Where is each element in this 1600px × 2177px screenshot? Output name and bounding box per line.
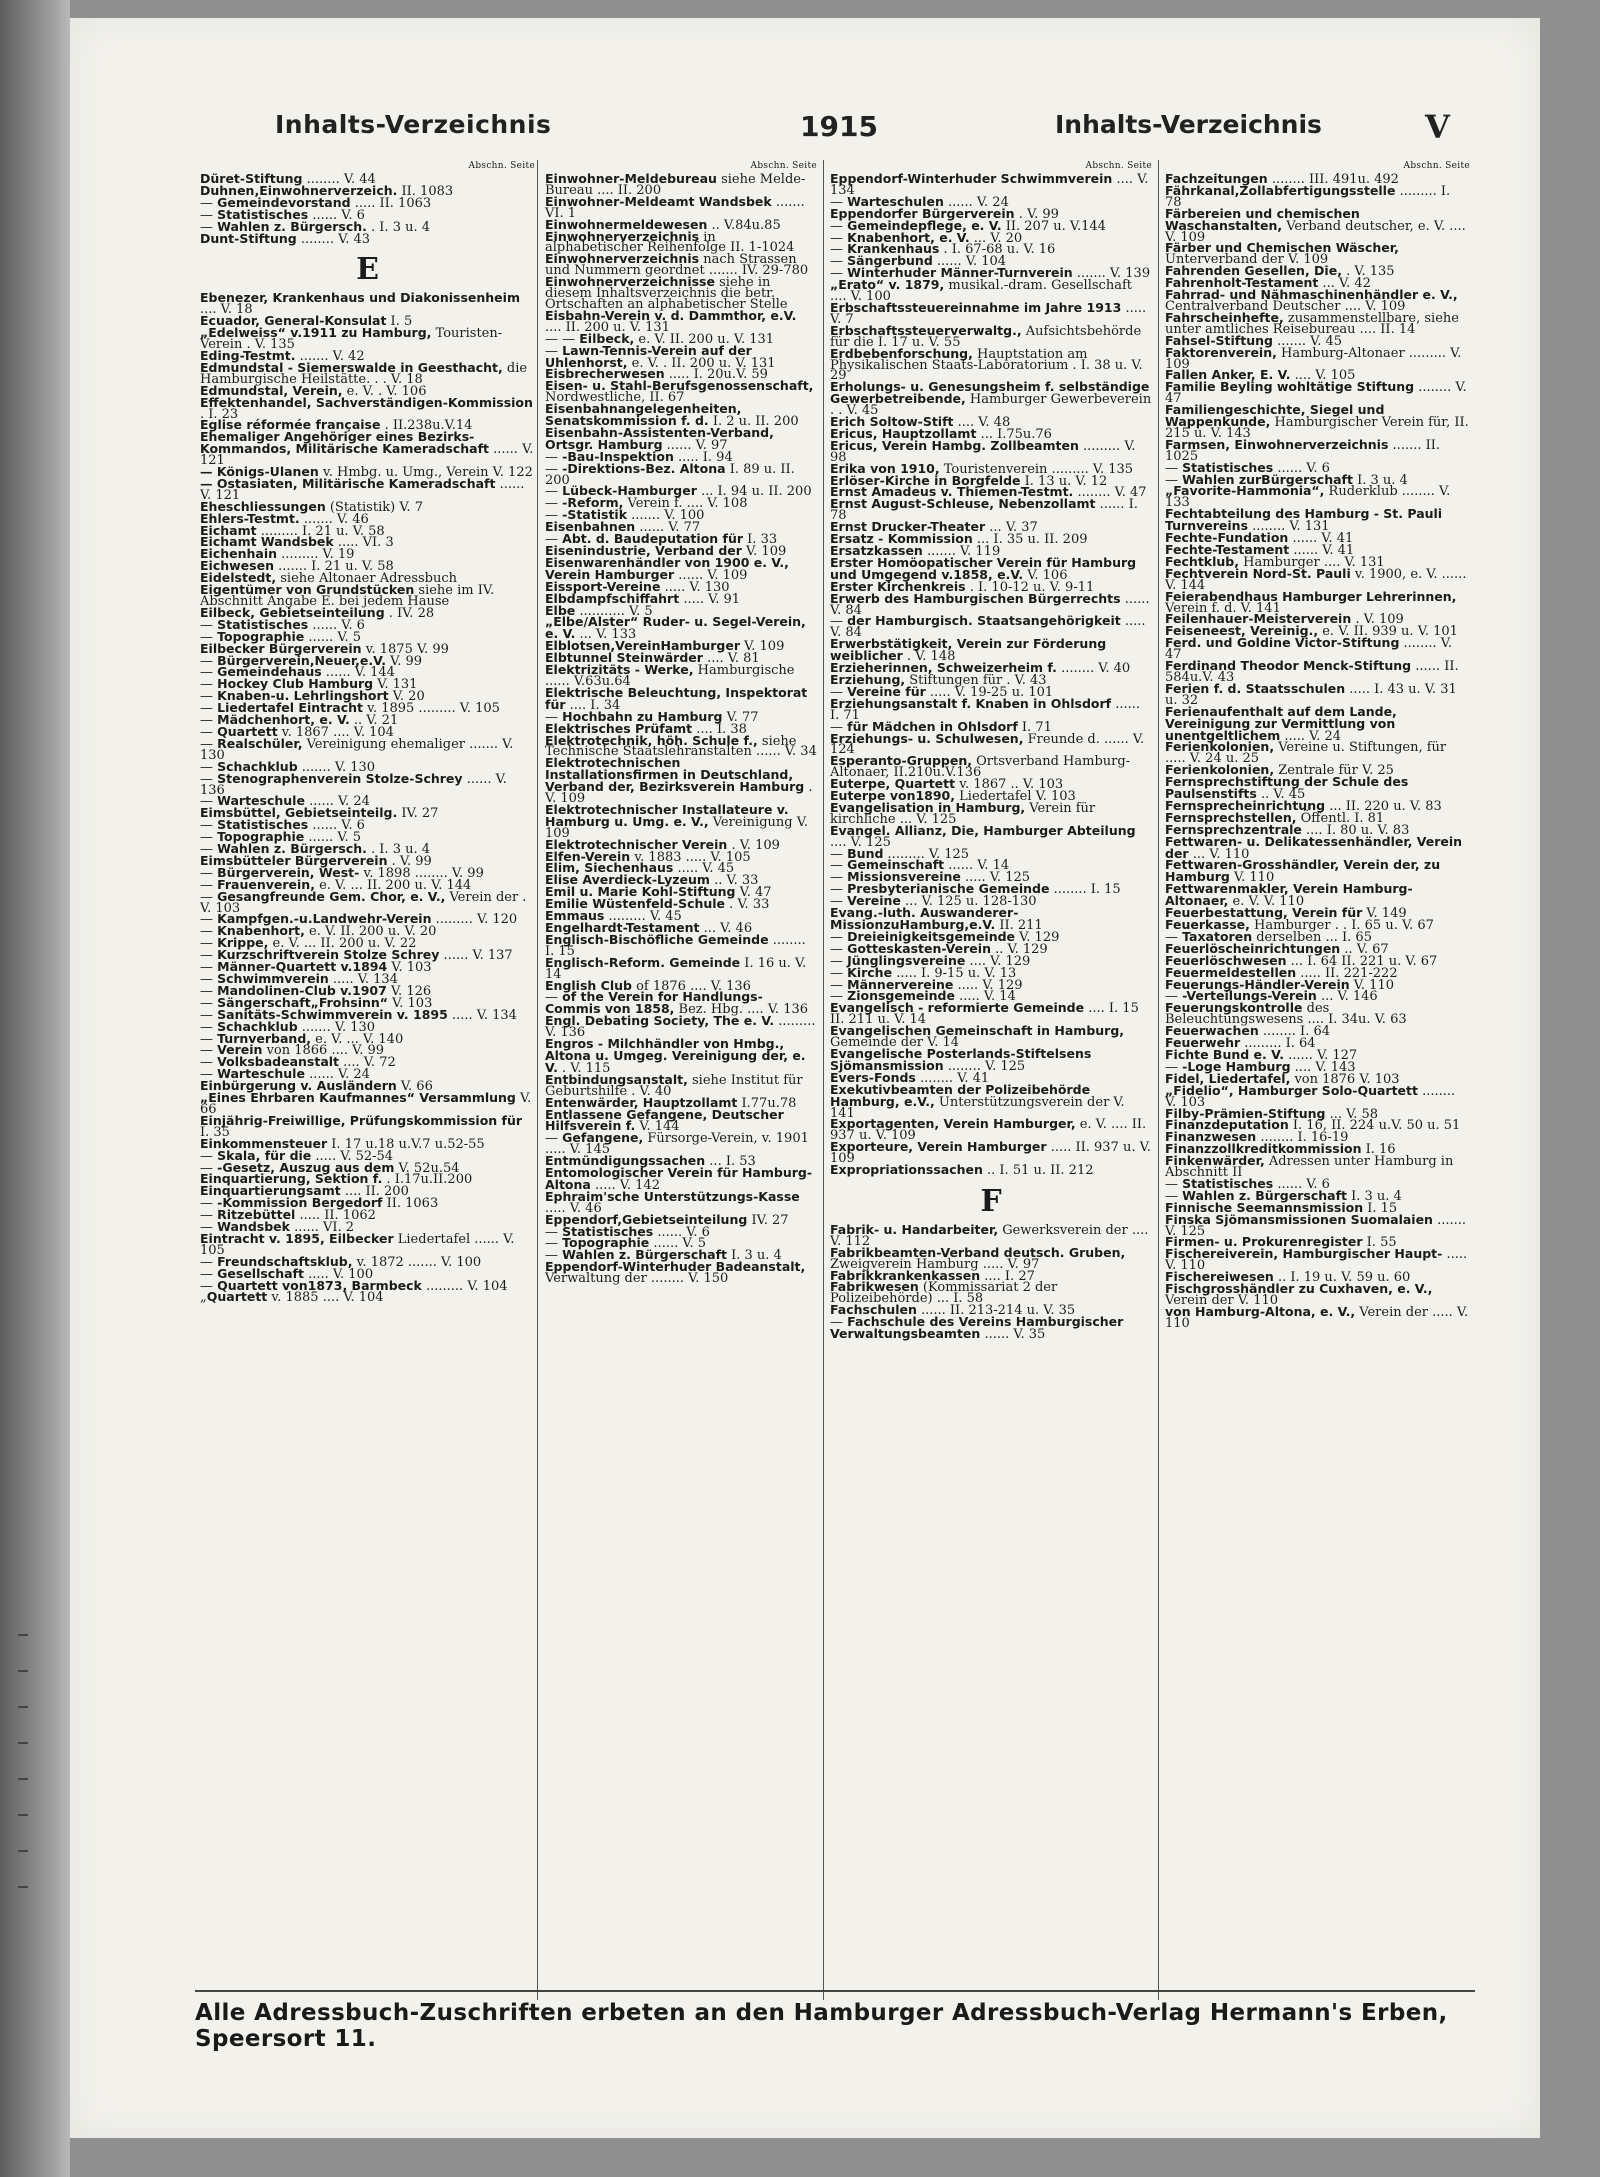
column-head: Abschn. Seite [1085,161,1152,171]
index-entry: Entlassene Gefangene, Deutscher Hilfsverein f. V. 144 [545,1106,784,1135]
index-entry: Einkommensteuer I. 17 u.18 u.V.7 u.52-55 [200,1135,485,1152]
index-entry: Euterpe, Quartett v. 1867 .. V. 103 [830,776,1064,793]
index-entry: Einwohnerverzeichnis in alphabetischer Reihenfolge II. 1-1024 [545,228,795,256]
index-column-1 [200,160,535,1995]
index-entry: Ferienaufenthalt auf dem Lande, Vereinigung zur Vermittlung von unentgeltlichem ..... V. 24 [1165,703,1397,744]
index-entry: Elektrizitäts - Werke, Hamburgische ...... V.63u.64 [545,662,795,689]
index-entry: Fernsprecheinrichtung ... II. 220 u. V. 83 [1165,797,1442,814]
index-entry: Einwohnerverzeichnisse siehe in diesem Inhaltsverzeichnis die betr. Ortschaften an alphabetischer Stelle [545,274,788,312]
index-entry: Fahrenden Gesellen, Die, . V. 135 [1165,263,1395,280]
index-entry: Entmündigungssachen ... I. 53 [545,1153,756,1170]
index-entry: Ernst Drucker-Theater ... V. 37 [830,519,1038,536]
index-entry: Feiseneest, Vereinig., e. V. II. 939 u. V. 101 [1165,623,1458,640]
index-entry: Edmundstal - Siemerswalde in Geesthacht, die Hamburgische Heilstätte. . . V. 18 [200,359,528,387]
index-entry: Elektrische Beleuchtung, Inspektorat für .... I. 34 [545,684,808,713]
index-entry: Ernst August-Schleuse, Nebenzollamt ...... I. 78 [830,496,1138,524]
index-entry: — Gotteskasten-Verein .. V. 129 [830,940,1048,957]
page-footer: Alle Adressbuch-Zuschriften erbeten an den Hamburger Adressbuch-Verlag Hermann's Erben, Speersort 11. [195,2000,1448,2052]
index-entry: — Wandsbek ...... VI. 2 [200,1219,355,1236]
index-entry: Fernsprechzentrale .... I. 80 u. V. 83 [1165,821,1410,838]
index-entry: Evangelischen Gemeinschaft in Hamburg, Gemeinde der V. 14 [830,1023,1125,1051]
index-entry: — Schachklub ....... V. 130 [200,1018,376,1035]
page-header [275,110,1455,150]
index-entry: — Hochbahn zu Hamburg V. 77 [545,708,759,725]
index-entry: Erwerbstätigkeit, Verein zur Förderung weiblicher . V. 148 [830,636,1107,665]
index-entry: Eichwesen ....... I. 21 u. V. 58 [200,558,394,575]
index-entry: — Liedertafel Eintracht v. 1895 ......... V. 105 [200,700,500,717]
index-entry: — Fachschule des Vereins Hamburgischer Verwaltungsbeamten ...... V. 35 [830,1314,1124,1343]
index-column-3 [830,160,1152,1995]
index-entry: — Gesellschaft ..... V. 100 [200,1265,374,1282]
column-divider [823,160,824,2000]
index-entry: Fechtverein Nord-St. Pauli v. 1900, e. V. ...... V. 144 [1165,565,1467,593]
index-entry: — Realschüler, Vereinigung ehemaliger ....... V. 130 [200,735,514,763]
index-entry: — Stenographenverein Stolze-Schrey ...... V. 136 [200,770,507,798]
index-entry: — der Hamburgisch. Staatsangehörigkeit ..... V. 84 [830,613,1146,641]
index-entry: Fabrik- u. Handarbeiter, Gewerksverein der .... V. 112 [830,1221,1149,1249]
index-entry: Fettwarenmakler, Verein Hamburg-Altonaer, e. V. V. 110 [1165,881,1413,910]
index-entry: Einjährig-Freiwillige, Prüfungskommission für I. 35 [200,1112,523,1140]
index-entry: Fernsprechstiftung der Schule des Paulsenstifts .. V. 45 [1165,774,1409,803]
index-entry: Englisch-Reform. Gemeinde I. 16 u. V. 14 [545,954,807,982]
index-entry: Elektrisches Prüfamt .... I. 38 [545,720,747,737]
index-entry: Erziehungsanstalt f. Knaben in Ohlsdorf ...... I. 71 [830,695,1141,723]
index-entry: Evangel. Allianz, Die, Hamburger Abteilung .... V. 125 [830,822,1136,850]
index-entry: Emilie Wüstenfeld-Schule . V. 33 [545,896,770,913]
index-entry: — — Eilbeck, e. V. II. 200 u. V. 131 [545,330,775,347]
index-entry: — Krippe, e. V. ... II. 200 u. V. 22 [200,935,417,952]
index-entry: — Wahlen z. Bürgersch. . I. 3 u. 4 [200,841,430,858]
index-entry: Ferdinand Theodor Menck-Stiftung ...... II. 584u.V. 43 [1165,658,1459,685]
index-entry: — Kirche ..... I. 9-15 u. V. 13 [830,964,1017,981]
index-entry: Eding-Testmt. ....... V. 42 [200,347,365,364]
index-entry: Fechte-Fundation ...... V. 41 [1165,530,1354,547]
index-entry: Fabrikwesen (Kommissariat 2 der Polizeibehörde) ... I. 58 [830,1279,1058,1307]
index-entry: — -Verteilungs-Verein ... V. 146 [1165,988,1378,1005]
column-head: Abschn. Seite [1403,161,1470,171]
index-entry: — Quartett v. 1867 .... V. 104 [200,723,394,740]
index-entry: Fechtabteilung des Hamburg - St. Pauli Turnvereins ........ V. 131 [1165,506,1443,535]
index-entry: Fahsel-Stiftung ....... V. 45 [1165,332,1343,349]
index-entry: Eichamt Wandsbek ..... VI. 3 [200,534,394,551]
index-entry: Düret-Stiftung ........ V. 44 [200,171,376,187]
index-entry: — Presbyterianische Gemeinde ........ I. 15 [830,881,1121,898]
index-entry: Elektrotechnischen Installationsfirmen in Deutschland, Verband der, Bezirksverein Hamburg . V. 109 [545,755,813,807]
index-entry: Feuerwehr ......... I. 64 [1165,1035,1316,1052]
index-entry: „Quartett v. 1885 .... V. 104 [200,1289,384,1306]
index-entry: Feuerbestattung, Verein für V. 149 [1165,905,1407,922]
index-entry: — -Reform, Verein f. .... V. 108 [545,495,748,512]
index-entry: Elbe ........... V. 5 [545,602,653,619]
index-entry: Filby-Prämien-Stiftung ... V. 58 [1165,1105,1379,1122]
index-entry: Eisenwarenhändler von 1900 e. V., Verein Hamburger ...... V. 109 [545,554,789,583]
index-entry: Familie Beyling wohltätige Stiftung ........ V. 47 [1165,379,1467,407]
index-entry: Eheschliessungen (Statistik) V. 7 [200,498,423,515]
section-letter: E [356,252,379,288]
index-entry: — Sanitäts-Schwimmverein v. 1895 ..... V. 134 [200,1006,517,1023]
index-entry: — Topographie ...... V. 5 [200,628,362,645]
index-entry: Erster Kirchenkreis . I. 10-12 u. V. 9-11 [830,578,1095,595]
index-entry: Eimsbütteler Bürgerverein . V. 99 [200,852,432,869]
index-entry: — Mandolinen-Club v.1907 V. 126 [200,982,432,999]
footer-rule [195,1990,1475,1992]
index-entry: Faktorenverein, Hamburg-Altonaer ......... V. 109 [1165,344,1462,372]
index-entry: Feuerlöschwesen ... I. 64 II. 221 u. V. 67 [1165,952,1438,969]
index-entry: Feuerwachen ........ I. 64 [1165,1023,1330,1040]
index-entry: Eichenhain ......... V. 19 [200,546,355,563]
index-entry: — für Mädchen in Ohlsdorf I. 71 [830,718,1052,735]
index-entry: Fettwaren- u. Delikatessenhändler, Verein der ... V. 110 [1165,833,1463,862]
index-entry: — Ostasiaten, Militärische Kameradschaft ...... V. 121 [200,475,525,503]
index-entry: Fichte Bund e. V. ...... V. 127 [1165,1046,1358,1063]
index-entry: Eppendorf-Winterhuder Schwimmverein .... V. 134 [830,171,1149,198]
index-entry: Ehlers-Testmt. ....... V. 46 [200,510,369,527]
index-entry: von Hamburg-Altona, e. V., Verein der ..... V. 110 [1165,1303,1469,1331]
index-entry: — Lübeck-Hamburger ... I. 94 u. II. 200 [545,483,812,500]
index-entry: Färbereien und chemischen Waschanstalten, Verband deutscher, e. V. .... V. 109 [1165,205,1466,245]
index-entry: — Dreieinigkeitsgemeinde V. 129 [830,928,1060,945]
index-entry: Fidel, Liedertafel, von 1876 V. 103 [1165,1070,1400,1087]
index-entry: — Warteschulen ...... V. 24 [830,193,1009,210]
index-entry: Ehemaliger Angehöriger eines Bezirks-Kommandos, Militärische Kameradschaft ...... V. 121 [200,429,534,469]
index-entry: — Schwimmverein ..... V. 134 [200,971,398,987]
index-entry: — Ritzebüttel ..... II. 1062 [200,1207,376,1224]
index-entry: Erziehungs- u. Schulwesen, Freunde d. ...... V. 124 [830,730,1145,758]
index-entry: Erster Homöopatischer Verein für Hamburg und Umgegend v.1858, e.V. V. 106 [830,554,1137,583]
index-entry: Eichamt ......... I. 21 u. V. 58 [200,522,385,539]
index-entry: Elektrotechnischer Verein . V. 109 [545,836,780,853]
index-entry: Einwohnerverzeichnis nach Strassen und Nummern geordnet ....... IV. 29-780 [545,251,809,279]
index-entry: — Freundschaftsklub, v. 1872 ....... V. 100 [200,1253,482,1270]
index-entry: — Königs-Ulanen v. Hmbg. u. Umg., Verein V. 122 [200,464,533,481]
index-entry: Feuerlöscheinrichtungen .. V. 67 [1165,940,1389,957]
index-entry: Erlöser-Kirche in Borgfelde I. 13 u. V. 12 [830,472,1108,489]
index-entry: Evangelisation in Hamburg, Verein für kirchliche ... V. 125 [830,799,1096,827]
index-entry: — Hockey Club Hamburg V. 131 [200,676,418,693]
index-entry: Feuermeldestellen ..... II. 221-222 [1165,964,1398,981]
index-entry: Einquartierungsamt .... II. 200 [200,1183,409,1200]
index-entry: — -Gesetz, Auszug aus dem V. 52u.54 [200,1159,460,1176]
index-entry: Einbürgerung v. Ausländern V. 66 [200,1078,433,1095]
index-entry: — Sängerschaft„Frohsinn“ V. 103 [200,994,433,1011]
index-entry: Elbdampfschiffahrt ..... V. 91 [545,590,741,607]
index-entry: — Jünglingsvereine .... V. 129 [830,952,1031,969]
index-entry: Eissport-Vereine ..... V. 130 [545,578,730,595]
index-entry: — Warteschule ...... V. 24 [200,1066,370,1083]
index-entry: Erich Soltow-Stift .... V. 48 [830,414,1011,431]
index-entry: — Bürgerverein,Neuer,e.V. V. 99 [200,652,423,669]
spine-marks [18,1600,48,2020]
index-entry: Elektrotechnik, höh. Schule f., siehe Technische Staatslehranstalten ...... V. 34 [545,732,817,760]
index-entry: — Gesangfreunde Gem. Chor, e. V., Verein der . V. 103 [200,888,527,916]
index-entry: Färber und Chemischen Wäscher, Unterverband der V. 109 [1165,240,1399,268]
index-entry: — Quartett von1873, Barmbeck ......... V. 104 [200,1277,508,1294]
index-entry: Finkenwärder, Adressen unter Hamburg in Abschnitt II [1165,1153,1454,1181]
index-entry: Erbschaftssteuerverwaltg., Aufsichtsbehörde für die I. 17 u. V. 55 [830,322,1142,350]
index-entry: Euterpe von1890, Liedertafel V. 103 [830,788,1076,805]
index-entry: — Knaben-u. Lehrlingshort V. 20 [200,688,425,705]
index-entry: — Kampfgen.-u.Landwehr-Verein ......... V. 120 [200,911,518,928]
index-entry: — Bund ......... V. 125 [830,845,970,862]
index-entry: Ephraim'sche Unterstützungs-Kasse ..... V. 46 [545,1188,800,1216]
index-entry: — -Loge Hamburg .... V. 143 [1165,1058,1356,1075]
index-entry: Evang.-luth. Auswanderer-MissionzuHamburg,e.V. II. 211 [830,905,1043,933]
index-entry: — Mädchenhort, e. V. .. V. 21 [200,712,399,729]
index-entry: Elim, Siechenhaus ..... V. 45 [545,860,735,877]
index-entry: — Wahlen z. Bürgerschaft I. 3 u. 4 [1165,1187,1402,1204]
index-entry: Farmsen, Einwohnerverzeichnis ....... II. 1025 [1165,436,1441,464]
index-entry: — -Statistik ....... V. 100 [545,507,705,524]
index-entry: — Lawn-Tennis-Verein auf der Uhlenhorst, e. V. . II. 200 u. V. 131 [545,342,776,371]
index-entry: — -Direktions-Bez. Altona I. 89 u. II. 200 [545,460,795,488]
index-entry: — Winterhuder Männer-Turnverein ....... V. 139 [830,265,1151,282]
index-entry: — -Kommission Bergedorf II. 1063 [200,1195,439,1212]
index-entry: — -Bau-Inspektion ..... I. 94 [545,448,733,465]
index-entry: Finanzzollkreditkommission I. 16 [1165,1141,1396,1158]
index-entry: Fechtklub, Hamburger .... V. 131 [1165,553,1385,570]
header-title-right: Inhalts-Verzeichnis [1055,110,1322,139]
index-entry: Feuerkasse, Hamburger . . I. 65 u. V. 67 [1165,917,1434,933]
index-entry: — of the Verein for Handlungs-Commis von 1858, Bez. Hbg. .... V. 136 [545,989,809,1018]
index-entry: „Elbe/Alster“ Ruder- u. Segel-Verein, e. V. ... V. 133 [545,614,806,643]
index-entry: Engros - Milchhändler von Hmbg., Altona u. Umgeg. Vereinigung der, e. V. . V. 115 [545,1036,806,1076]
index-entry: — Gemeindevorstand ..... II. 1063 [200,194,432,211]
index-entry: Duhnen,Einwohnerverzeich. II. 1083 [200,182,454,199]
index-entry: Einwohner-Meldeamt Wandsbek ....... VI. 1 [545,193,805,221]
index-entry: Effektenhandel, Sachverständigen-Kommission . I. 23 [200,394,533,422]
index-entry: Fährkanal,Zollabfertigungsstelle ......... I. 78 [1165,182,1451,210]
index-entry: Einwohnermeldewesen .. V.84u.85 [545,216,781,233]
index-entry: Entomologischer Verein für Hamburg-Altona ..... V. 142 [545,1165,813,1193]
index-entry: Dunt-Stiftung ........ V. 43 [200,230,371,247]
index-entry: — Volksbadeanstalt .... V. 72 [200,1054,396,1071]
index-entry: Esperanto-Gruppen, Ortsverband Hamburg-Altonaer, II.210u.V.136 [830,753,1131,781]
index-entry: — Gemeindehaus ...... V. 144 [200,664,395,681]
index-entry: — Frauenverein, e. V. ... II. 200 u. V. 144 [200,876,472,893]
index-entry: — Kurzschriftverein Stolze Schrey ...... V. 137 [200,947,513,964]
index-entry: Finska Sjömansmissionen Suomalaien ....... V. 125 [1165,1211,1467,1239]
index-entry: Edmundstal, Verein, e. V. . V. 106 [200,382,427,399]
index-entry: Erzieherinnen, Schweizerheim f. ........ V. 40 [830,660,1131,677]
index-entry: — Gefangene, Fürsorge-Verein, v. 1901 ..... V. 145 [545,1130,809,1158]
index-entry: — Taxatoren derselben ... I. 65 [1165,928,1372,945]
index-entry: Finanzwesen ........ I. 16-19 [1165,1129,1349,1146]
index-entry: Fettwaren-Grosshändler, Verein der, zu Hamburg V. 110 [1165,857,1441,886]
index-entry: Eppendorfer Bürgerverein . V. 99 [830,205,1059,222]
column-divider [537,160,538,2000]
index-entry: Engelhardt-Testament ... V. 46 [545,920,753,936]
index-entry: Fallen Anker, E. V. .... V. 105 [1165,367,1356,384]
column-divider [1158,160,1159,2000]
index-entry: Eisen- u. Stahl-Berufsgenossenschaft, Nordwestliche, II. 67 [545,378,814,406]
index-entry: Eisenbahn-Assistenten-Verband, Ortsgr. Hamburg ...... V. 97 [545,424,774,453]
index-entry: Evangelische Posterlands-Stiftelsens Sjömansmission ........ V. 125 [830,1045,1092,1074]
index-entry: Eidelstedt, siehe Altonaer Adressbuch [200,570,458,587]
column-head: Abschn. Seite [468,161,535,171]
index-entry: Elblotsen,VereinHamburger V. 109 [545,638,785,655]
page-number: V [1425,108,1450,146]
index-entry: Fabrikkrankenkassen .... I. 27 [830,1267,1035,1284]
index-entry: Familiengeschichte, Siegel und Wappenkunde, Hamburgischer Verein für, II. 215 u. V. 143 [1165,402,1469,441]
index-entry: English Club of 1876 .... V. 136 [545,977,751,994]
index-entry: Einwohner-Meldebureau siehe Melde-Bureau .... II. 200 [545,171,806,198]
index-entry: Erholungs- u. Genesungsheim f. selbständige Gewerbetreibende, Hamburger Gewerbeverein . . V. 45 [830,379,1152,419]
index-entry: Fischereiverein, Hamburgischer Haupt- ..... V. 110 [1165,1246,1468,1274]
index-entry: Feuerungs-Händler-Verein V. 110 [1165,976,1394,993]
index-entry: Ferienkolonien, Vereine u. Stiftungen, für ..... V. 24 u. 25 [1165,739,1447,767]
index-entry: Fernsprechstellen, Öffentl. I. 81 [1165,809,1385,826]
index-entry: Elise Averdieck-Lyzeum .. V. 33 [545,872,759,889]
index-column-2 [545,160,817,1995]
index-entry: Exporteure, Verein Hamburger ..... II. 937 u. V. 109 [830,1139,1151,1167]
index-entry: Ericus, Hauptzollamt ... I.75u.76 [830,425,1052,442]
index-entry: Elbtunnel Steinwärder .... V. 81 [545,650,760,667]
index-entry: Ernst Amadeus v. Thiemen-Testmt. ........ V. 47 [830,484,1147,501]
index-entry: Eisbrecherwesen ..... I. 20u.V. 59 [545,366,768,383]
index-entry: „Eines Ehrbaren Kaufmannes“ Versammlung V. 66 [200,1090,532,1117]
index-entry: Exekutivbeamten der Polizeibehörde Hamburg, e.V., Unterstützungsverein der V. 141 [830,1081,1125,1121]
index-entry: Ericus, Verein Hambg. Zollbeamten ......... V. 98 [830,437,1136,465]
index-entry: Eintracht v. 1895, Eilbecker Liedertafel ...... V. 105 [200,1230,515,1258]
index-entry: „Erato“ v. 1879, musikal.-dram. Gesellschaft .... V. 100 [830,277,1132,305]
index-entry: — Statistisches ...... V. 6 [545,1223,710,1240]
index-entry: — Missionsvereine ..... V. 125 [830,869,1031,886]
index-entry: — Skala, für die ..... V. 52-54 [200,1147,394,1164]
index-entry: — Knabenhort, e. V. II. 200 u. V. 20 [200,923,437,940]
index-entry: Fechte-Testament ...... V. 41 [1165,542,1355,558]
index-entry: Eimsbüttel, Gebietseinteilg. IV. 27 [200,805,439,822]
header-year: 1915 [800,110,878,143]
index-entry: Einquartierung, Sektion f. . I.17u.II.200 [200,1171,473,1188]
index-entry: — Statistisches ...... V. 6 [1165,459,1330,476]
index-entry: — Männervereine ..... V. 129 [830,976,1023,993]
index-entry: Erika von 1910, Touristenverein ......... V. 135 [830,460,1134,477]
index-entry: — Wahlen z. Bürgersch. . I. 3 u. 4 [200,218,430,235]
index-entry: Eisenindustrie, Verband der V. 109 [545,543,787,559]
index-entry: „Fidelio“, Hamburger Solo-Quartett ........ V. 103 [1165,1082,1456,1110]
index-entry: — Turnverband, e. V. ... V. 140 [200,1030,404,1047]
index-entry: Fischgrosshändler zu Cuxhaven, e. V., Verein der V. 110 [1165,1281,1433,1308]
index-entry: Ersatzkassen ....... V. 119 [830,543,1001,559]
index-entry: — Wahlen z. Bürgerschaft I. 3 u. 4 [545,1247,782,1264]
index-entry: Ecuador, General-Konsulat I. 5 [200,313,413,330]
index-entry: Fachzeitungen ........ III. 491u. 492 [1165,171,1399,187]
index-entry: — Sängerbund ...... V. 104 [830,253,1007,270]
index-entry: Elektrotechnischer Installateure v. Hamburg u. Umg. e. V., Vereinigung V. 109 [545,801,808,841]
index-entry: Ersatz - Kommission ... I. 35 u. II. 209 [830,531,1088,548]
column-head: Abschn. Seite [750,161,817,171]
index-entry: Feierabendhaus Hamburger Lehrerinnen, Verein f. d. V. 141 [1165,588,1457,616]
index-entry: Eilbecker Bürgerverein v. 1875 V. 99 [200,640,449,657]
index-entry: Evers-Fonds ........ V. 41 [830,1069,990,1086]
index-entry: Fahrscheinhefte, zusammenstellbare, siehe unter amtliches Reisebureau .... II. 14 [1165,309,1459,337]
index-entry: — Gemeindepflege, e. V. II. 207 u. V.144 [830,217,1106,234]
index-entry: Feilenhauer-Meisterverein . V. 109 [1165,611,1404,628]
index-entry: — Knabenhort, e. V. ... V. 20 [830,229,1023,246]
index-entry: Eglise réformée française . II.238u.V.14 [200,417,473,434]
index-entry: Engl. Debating Society, The e. V. ......... V. 136 [545,1013,816,1041]
index-entry: — Vereine für ..... V. 19-25 u. 101 [830,683,1054,700]
index-entry: — Verein von 1866 .... V. 99 [200,1042,385,1059]
index-entry: — Zionsgemeinde ..... V. 14 [830,988,1016,1005]
index-entry: Erziehung, Stiftungen für . V. 43 [830,671,1047,688]
index-entry: Evangelisch - reformierte Gemeinde .... I. 15 II. 211 u. V. 14 [830,1000,1139,1028]
index-entry: Eisenbahnangelegenheiten, Senatskommission f. d. I. 2 u. II. 200 [545,401,799,430]
index-entry: — Schachklub ....... V. 130 [200,758,376,775]
index-entry: Elfen-Verein v. 1883 ..... V. 105 [545,848,751,865]
index-entry: Emil u. Marie Kohl-Stiftung V. 47 [545,884,772,901]
index-entry: Finnische Seemannsmission I. 15 [1165,1199,1398,1216]
index-entry: Ferienkolonien, Zentrale für V. 25 [1165,762,1394,779]
index-entry: Erdbebenforschung, Hauptstation am Physikalischen Staats-Laboratorium . I. 38 u. V. 29 [830,345,1143,384]
index-entry: — Statistisches ...... V. 6 [200,206,365,223]
index-entry: Eppendorf-Winterhuder Badeanstalt, Verwaltung der ........ V. 150 [545,1259,806,1287]
header-title-left: Inhalts-Verzeichnis [275,110,552,139]
index-entry: — Bürgerverein, West- v. 1898 ........ V. 99 [200,864,484,881]
index-entry: — Vereine ... V. 125 u. 128-130 [830,893,1037,910]
index-entry: „Edelweiss“ v.1911 zu Hamburg, Touristen-Verein . V. 135 [200,325,503,353]
index-entry: Entenwärder, Hauptzollamt I.77u.78 [545,1094,797,1111]
index-entry: — Statistisches ...... V. 6 [200,616,365,633]
section-letter: F [980,1183,1002,1219]
index-entry: Entbindungsanstalt, siehe Institut für Geburtshilfe . V. 40 [545,1071,803,1099]
index-entry: Ebenezer, Krankenhaus und Diakonissenheim .... V. 18 [200,290,520,318]
index-entry: Eisenbahnen ...... V. 77 [545,519,701,536]
index-entry: — Statistisches ...... V. 6 [200,817,365,834]
index-entry: Fischereiwesen .. I. 19 u. V. 59 u. 60 [1165,1269,1411,1286]
index-entry: — Gemeinschaft ...... V. 14 [830,857,1010,874]
index-entry: — Warteschule ...... V. 24 [200,793,370,810]
index-entry: Ferien f. d. Staatsschulen ..... I. 43 u. V. 31 u. 32 [1165,680,1457,708]
index-entry: — Topographie ...... V. 5 [545,1235,707,1252]
index-entry: Eisbahn-Verein v. d. Dammthor, e.V. .... II. 200 u. V. 131 [545,307,797,335]
index-column-4 [1165,160,1470,1995]
index-entry: — Abt. d. Baudeputation für I. 33 [545,531,778,548]
index-entry: Englisch-Bischöfliche Gemeinde ........ I. 15 [545,931,806,959]
index-entry: Eppendorf,Gebietseinteilung IV. 27 [545,1211,789,1228]
index-entry: Finanzdeputation I. 16, II. 224 u.V. 50 u. 51 [1165,1117,1461,1134]
index-entry: Firmen- u. Prokurenregister I. 55 [1165,1234,1397,1251]
index-entry: Eilbeck, Gebietseinteilung . IV. 28 [200,604,435,621]
index-entry: Fahrrad- und Nähmaschinenhändler e. V., Centralverband Deutscher .... V. 109 [1165,287,1458,314]
index-entry: — Männer-Quartett v.1894 V. 103 [200,959,432,976]
index-entry: Eigentümer von Grundstücken siehe im IV. Abschnitt Angabe E. bei jedem Hause [200,582,495,609]
index-entry: — Wahlen zurBürgerschaft I. 3 u. 4 [1165,471,1408,488]
index-entry: — Krankenhaus . I. 67-68 u. V. 16 [830,241,1056,258]
index-entry: Fahrenholt-Testament ... V. 42 [1165,275,1371,292]
index-entry: „Favorite-Hammonia“, Ruderklub ........ V. 133 [1165,483,1451,511]
index-entry: Emmaus ......... V. 45 [545,908,682,925]
index-entry: — Topographie ...... V. 5 [200,829,362,846]
index-entry: Erwerb des Hamburgischen Bürgerrechts ...... V. 84 [830,590,1150,618]
index-entry: Ferd. und Goldine Victor-Stiftung ........ V. 47 [1165,635,1452,663]
index-entry: Fachschulen ...... II. 213-214 u. V. 35 [830,1302,1076,1319]
index-entry: Feuerungskontrolle des Beleuchtungswesens .... I. 34u. V. 63 [1165,1000,1407,1028]
index-entry: Exportagenten, Verein Hamburger, e. V. .... II. 937 u. V. 109 [830,1116,1147,1144]
index-entry: Expropriationssachen .. I. 51 u. II. 212 [830,1162,1094,1179]
index-entry: Erbschaftssteuereinnahme im Jahre 1913 ..... V. 7 [830,299,1147,327]
index-entry: Fabrikbeamten-Verband deutsch. Gruben, Zweigverein Hamburg ..... V. 97 [830,1244,1126,1272]
index-entry: — Statistisches ...... V. 6 [1165,1175,1330,1192]
scan-left-edge [0,0,70,2177]
